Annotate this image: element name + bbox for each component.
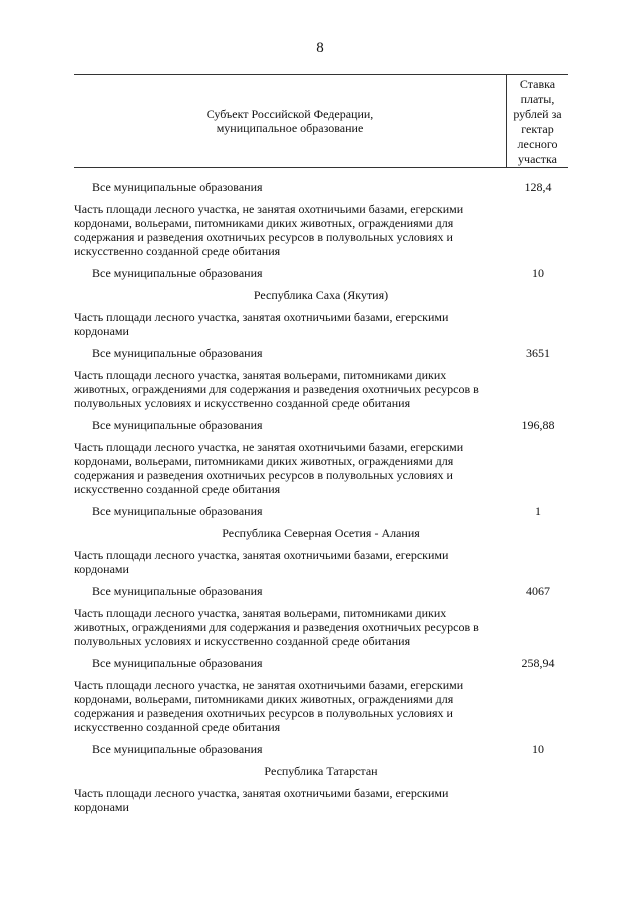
table-row-municipality [74, 346, 568, 360]
rate-value: 4067 [526, 584, 550, 598]
rate-value: 10 [532, 742, 544, 756]
municipality-label: Все муниципальные образования [92, 504, 263, 518]
plot-part-description: Часть площади лесного участка, занятая вольерами, питомниками диких животных, ограждениями для содержания и разведения охотничьих ресурсов в полувольных условиях и искусственно созданной среде обитания [74, 606, 479, 648]
municipality-label: Все муниципальные образования [92, 180, 263, 194]
region-heading [74, 288, 568, 302]
rate-value: 1 [535, 504, 541, 518]
rate-value: 128,4 [524, 180, 552, 194]
header-subject-label: Субъект Российской Федерации, муниципальное образование [206, 107, 374, 135]
rate-value: 3651 [526, 346, 550, 360]
table-header [74, 74, 568, 168]
municipality-label: Все муниципальные образования [92, 656, 263, 670]
region-name: Республика Саха (Якутия) [253, 288, 389, 302]
plot-part-description: Часть площади лесного участка, не занятая охотничьими базами, егерскими кордонами, вольерами, питомниками диких животных, ограждениями для содержания и разведения охотничьих ресурсов в полувольных условиях и искусственно созданной среде обитания [74, 202, 464, 258]
region-heading [74, 764, 568, 778]
page-number: 8 [316, 40, 324, 56]
municipality-label: Все муниципальные образования [92, 584, 263, 598]
table-row-municipality [74, 418, 568, 432]
plot-part-description: Часть площади лесного участка, занятая охотничьими базами, егерскими кордонами [74, 310, 449, 338]
table-row-municipality [74, 742, 568, 756]
table-row-municipality [74, 504, 568, 518]
table-row-municipality [74, 266, 568, 280]
municipality-label: Все муниципальные образования [92, 742, 263, 756]
rate-value: 10 [532, 266, 544, 280]
rate-value: 196,88 [521, 418, 555, 432]
table-row-municipality [74, 584, 568, 598]
header-rate-label: Ставка платы, рублей за гектар лесного участка [513, 77, 562, 166]
header-subject-column [74, 75, 506, 167]
table-row-municipality [74, 180, 568, 194]
region-name: Республика Северная Осетия - Алания [222, 526, 420, 540]
plot-part-description: Часть площади лесного участка, не занятая охотничьими базами, егерскими кордонами, вольерами, питомниками диких животных, ограждениями для содержания и разведения охотничьих ресурсов в полувольных условиях и искусственно созданной среде обитания [74, 678, 464, 734]
plot-part-description: Часть площади лесного участка, не занятая охотничьими базами, егерскими кордонами, вольерами, питомниками диких животных, ограждениями для содержания и разведения охотничьих ресурсов в полувольных условиях и искусственно созданной среде обитания [74, 440, 464, 496]
region-heading [74, 526, 568, 540]
region-name: Республика Татарстан [264, 764, 378, 778]
table-row-municipality [74, 656, 568, 670]
table-body [74, 180, 568, 822]
plot-part-description: Часть площади лесного участка, занятая охотничьими базами, егерскими кордонами [74, 548, 449, 576]
rate-value: 258,94 [521, 656, 555, 670]
municipality-label: Все муниципальные образования [92, 418, 263, 432]
plot-part-description: Часть площади лесного участка, занятая охотничьими базами, егерскими кордонами [74, 786, 449, 814]
plot-part-description: Часть площади лесного участка, занятая вольерами, питомниками диких животных, ограждениями для содержания и разведения охотничьих ресурсов в полувольных условиях и искусственно созданной среде обитания [74, 368, 479, 410]
municipality-label: Все муниципальные образования [92, 266, 263, 280]
municipality-label: Все муниципальные образования [92, 346, 263, 360]
